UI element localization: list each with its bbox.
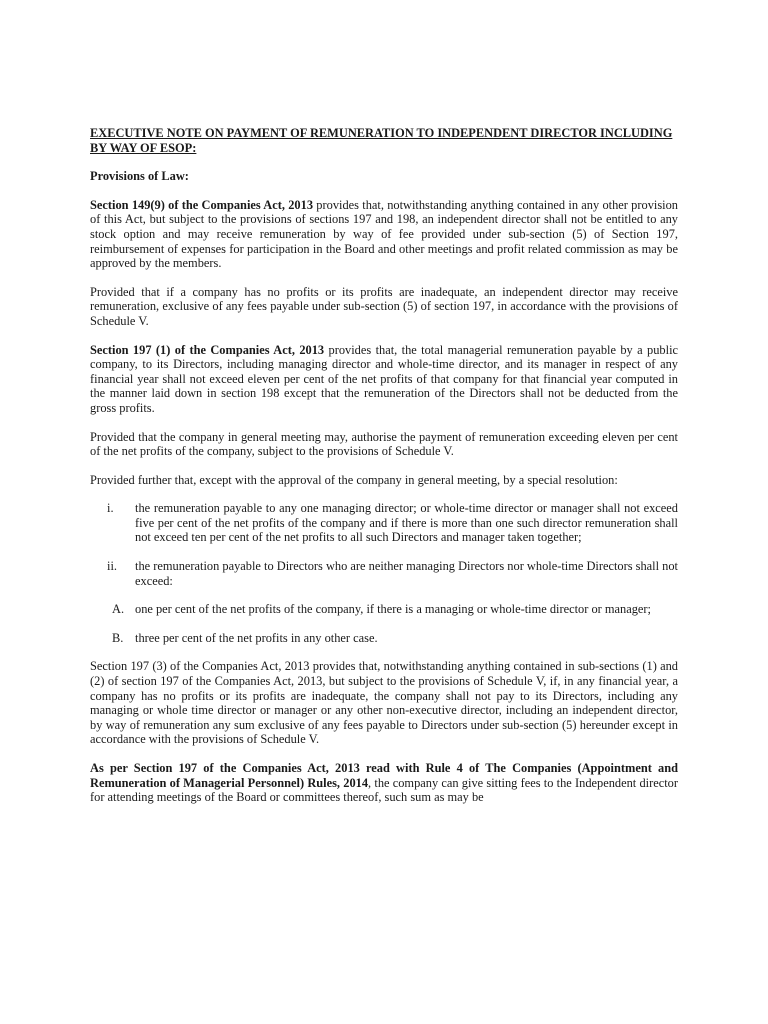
document-page	[90, 126, 678, 819]
sub-text-b: three per cent of the net profits in any other case.	[135, 630, 378, 645]
sub-number-b: B.	[112, 630, 124, 645]
sub-item-a	[90, 602, 678, 617]
section-149-text: provides that, notwithstanding anything contained in any other provision of this Act, but subject to the provisions of sections 197 and 198, an independent director shall not be entitled to any stock option and may receive remuneration by way of fee provided under sub-section (5) of Section 197, reimbursement of expenses for participation in the Board and other meetings and profit related commission as may be approved by the members.	[90, 197, 678, 271]
paragraph-section-197-1	[90, 343, 678, 416]
section-149-reference: Section 149(9) of the Companies Act, 2013	[90, 197, 314, 212]
list-item-ii	[90, 559, 678, 588]
list-item-i	[90, 501, 678, 545]
sitting-fees-text: , the company can give sitting fees to the Independent director for attending meetings of the Board or committees thereof, such sum as may be	[90, 775, 678, 805]
sub-item-b	[90, 631, 678, 646]
paragraph-proviso-no-profits: Provided that if a company has no profits or its profits are inadequate, an independent director may receive remuneration, exclusive of any fees payable under sub-section (5) of section 197, in accordance with the provisions of Schedule V.	[90, 284, 678, 328]
provisions-heading: Provisions of Law:	[90, 169, 189, 184]
section-197-1-text: provides that, the total managerial remuneration payable by a public company, to its Directors, including managing director and whole-time director, and its manager in respect of any financial year shall not exceed eleven per cent of the net profits of that company for that financial year computed in the manner laid down in section 198 except that the remuneration of the Directors shall not be deducted from the gross profits.	[90, 342, 679, 415]
sub-text-a: one per cent of the net profits of the company, if there is a managing or whole-time director or manager;	[135, 602, 651, 617]
sub-number-a: A.	[112, 602, 125, 617]
sitting-fees-reference: As per Section 197 of the Companies Act, 2013 read with Rule 4 of The Companies (Appointment and Remuneration of Managerial Personnel) Rules, 2014	[90, 761, 678, 790]
document-title: EXECUTIVE NOTE ON PAYMENT OF REMUNERATION TO INDEPENDENT DIRECTOR INCLUDING BY WAY OF ESOP:	[90, 126, 673, 155]
section-197-1-reference: Section 197 (1) of the Companies Act, 2013	[90, 342, 325, 357]
list-number-ii: ii.	[107, 559, 117, 574]
paragraph-proviso-general-meeting: Provided that the company in general meeting may, authorise the payment of remuneration exceeding eleven per cent of the net profits of the company, subject to the provisions of Schedule V.	[90, 429, 678, 459]
paragraph-section-149	[90, 198, 678, 271]
paragraph-sitting-fees	[90, 761, 678, 805]
list-number-i: i.	[107, 501, 114, 516]
paragraph-section-197-3: Section 197 (3) of the Companies Act, 2013 provides that, notwithstanding anything contained in sub-sections (1) and (2) of section 197 of the Companies Act, 2013, but subject to the provisions of Schedule V, if, in any financial year, a company has no profits or its profits are inadequate, the company shall not pay to its Directors, including any managing or whole time director or manager or any other non-executive director, including an independent director, by way of remuneration any sum exclusive of any fees payable to Directors under sub-section (5) hereunder except in accordance with the provisions of Schedule V.	[90, 659, 678, 747]
paragraph-proviso-special-resolution: Provided further that, except with the approval of the company in general meeting, by a special resolution:	[90, 472, 618, 487]
list-text-i: the remuneration payable to any one managing director; or whole-time director or manager shall not exceed five per cent of the net profits of the company and if there is more than one such director remuneration shall not exceed ten per cent of the net profits to all such Directors and manager taken together;	[135, 501, 678, 545]
list-text-ii: the remuneration payable to Directors who are neither managing Directors nor whole-time Directors shall not exceed:	[135, 559, 678, 588]
